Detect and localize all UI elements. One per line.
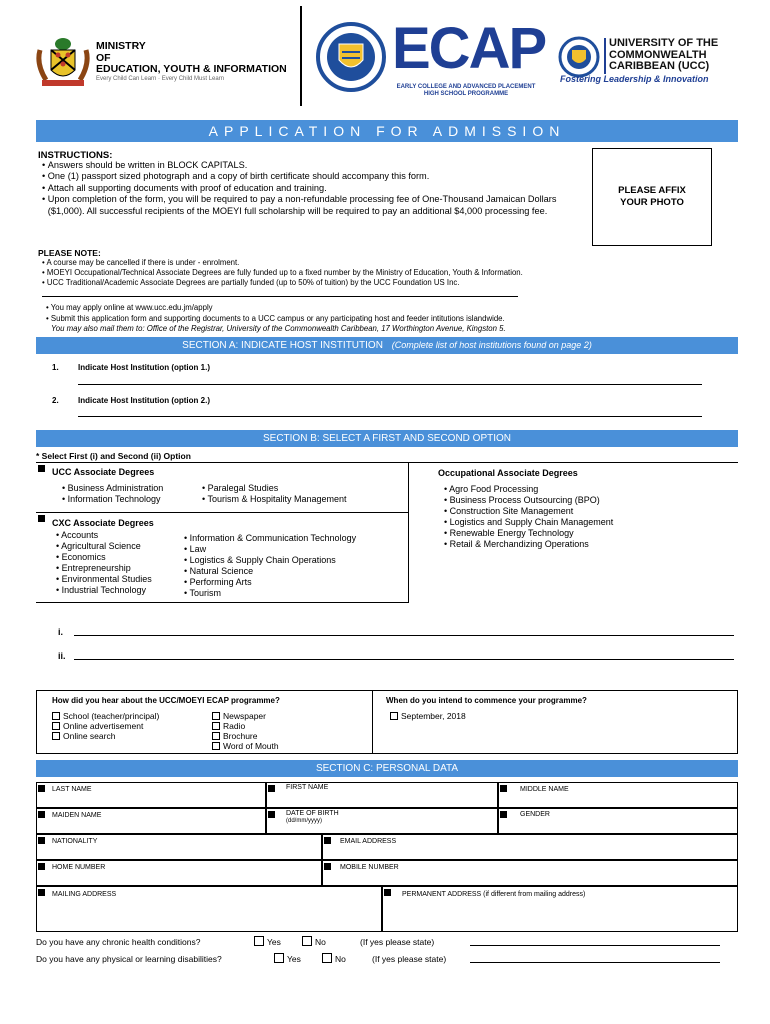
select-note: * Select First (i) and Second (ii) Option <box>36 451 191 461</box>
degree-option[interactable]: • Business Process Outsourcing (BPO) <box>444 495 600 505</box>
degree-option[interactable]: • Business Administration <box>62 483 164 493</box>
row-marker <box>268 785 275 792</box>
survey-divider <box>372 690 373 754</box>
degree-option[interactable]: • Accounts <box>56 530 99 540</box>
chronic-state-input[interactable] <box>470 945 720 946</box>
ucc-crest-icon <box>556 36 602 78</box>
degree-option[interactable]: • Paralegal Studies <box>202 483 279 493</box>
first-option-input[interactable] <box>74 635 734 636</box>
checkbox[interactable] <box>322 953 332 963</box>
row-marker <box>500 785 507 792</box>
ucc-seal-icon <box>312 22 390 92</box>
last-name-label: LAST NAME <box>52 786 92 793</box>
degree-option[interactable]: • Natural Science <box>184 566 254 576</box>
dob-label: DATE OF BIRTH <box>286 810 339 817</box>
home-number-label: HOME NUMBER <box>52 864 106 871</box>
instruction-item: Answers should be written in BLOCK CAPITALS. <box>47 160 248 170</box>
page-title: APPLICATION FOR ADMISSION <box>36 120 738 142</box>
ministry-name: MINISTRY OF EDUCATION, YOUTH & INFORMATION <box>96 40 287 75</box>
first-option-label: i. <box>58 627 64 637</box>
commence-option[interactable]: September, 2018 <box>390 711 466 721</box>
heard-options-col2 <box>212 711 279 751</box>
heard-option[interactable]: Radio <box>212 721 279 731</box>
header-divider <box>300 6 302 106</box>
chronic-health-question: Do you have any chronic health conditions? <box>36 937 201 947</box>
second-option-input[interactable] <box>74 659 734 660</box>
commence-question: When do you intend to commence your programme? <box>386 696 587 705</box>
section-a-subtitle: (Complete list of host institutions found on page 2) <box>391 340 592 350</box>
section-a-title: SECTION A: INDICATE HOST INSTITUTION <box>182 340 383 351</box>
row-marker <box>384 889 391 896</box>
degree-option[interactable]: • Logistics and Supply Chain Management <box>444 517 614 527</box>
dob-format: (dd/mm/yyyy) <box>286 818 322 824</box>
apply-item: Submit this application form and supporting documents to a UCC campus or any participating host and feeder intitutions islandwide. <box>50 313 505 323</box>
host-option-2-input[interactable] <box>78 416 702 417</box>
host-option-1-number: 1. <box>52 363 59 372</box>
instructions-heading: INSTRUCTIONS: <box>38 150 113 161</box>
note-heading: PLEASE NOTE: <box>38 248 101 258</box>
ucc-degrees-col1 <box>62 483 163 505</box>
note-item: UCC Traditional/Academic Associate Degrees are partially funded (up to 50% of tuition) by the UCC Foundation US Inc. <box>46 278 460 287</box>
checkbox[interactable] <box>274 953 284 963</box>
disability-question: Do you have any physical or learning disabilities? <box>36 954 222 964</box>
apply-item: You may also mail them to: Office of the Registrar, University of the Commonwealth Caribbean, 17 Worthington Avenue, Kingston 5. <box>51 324 506 333</box>
row-marker <box>324 863 331 870</box>
disability-no-option[interactable]: No <box>322 953 346 964</box>
host-option-2-label: Indicate Host Institution (option 2.) <box>78 396 210 405</box>
instructions-list: • Answers should be written in BLOCK CAPITALS. • One (1) passport sized photograph and a copy of birth certificate should accompany this form. • Attach all supporting documents with proof of education and training. • Upon completion of the form, you will be required to pay a non-refundable processing fee of One-Thousand Jamaican Dollars ($1,000). All successful recipients of the MOEYI full scholarship will be required to pay an additional $4,000 processing fee. <box>42 160 562 217</box>
chronic-no-option[interactable]: No <box>302 936 326 947</box>
heard-option[interactable]: Word of Mouth <box>212 741 279 751</box>
section-a-header <box>36 337 738 354</box>
checkbox[interactable] <box>52 722 60 730</box>
host-option-1-input[interactable] <box>78 384 702 385</box>
apply-list: • You may apply online at www.ucc.edu.jm/apply • Submit this application form and supporting documents to a UCC campus or any participating host and feeder intitutions islandwide. You may also mail them to: Office of the Registrar, University of the Commonwealth Caribbean, 17 Worthington Avenue, Kingston 5. <box>46 303 506 333</box>
mailing-address-label: MAILING ADDRESS <box>52 891 117 898</box>
apply-item: You may apply online at www.ucc.edu.jm/apply <box>50 303 213 312</box>
degree-option[interactable]: • Construction Site Management <box>444 506 574 516</box>
heard-option[interactable]: Brochure <box>212 731 279 741</box>
degree-option[interactable]: • Logistics & Supply Chain Operations <box>184 555 336 565</box>
gender-label: GENDER <box>520 811 550 818</box>
degree-option[interactable]: • Entrepreneurship <box>56 563 131 573</box>
degree-option[interactable]: • Information Technology <box>62 494 161 504</box>
checkbox[interactable] <box>390 712 398 720</box>
permanent-address-label: PERMANENT ADDRESS (if different from mailing address) <box>402 891 586 898</box>
host-option-1-label: Indicate Host Institution (option 1.) <box>78 363 210 372</box>
degree-option[interactable]: • Industrial Technology <box>56 585 147 595</box>
row-marker <box>38 889 45 896</box>
photo-box[interactable]: PLEASE AFFIX YOUR PHOTO <box>592 148 712 246</box>
grid-col-rule <box>408 462 409 603</box>
row-marker <box>500 811 507 818</box>
degree-option[interactable]: • Performing Arts <box>184 577 252 587</box>
heard-option[interactable]: School (teacher/principal) <box>52 711 159 721</box>
ucc-divider <box>604 38 606 74</box>
ministry-tagline: Every Child Can Learn · Every Child Must Learn <box>96 76 225 82</box>
heard-options-col1 <box>52 711 159 741</box>
checkbox[interactable] <box>212 742 220 750</box>
grid-bottom-rule <box>36 602 408 603</box>
occupational-degrees-list <box>444 484 613 550</box>
checkbox[interactable] <box>212 732 220 740</box>
degree-option[interactable]: • Renewable Energy Technology <box>444 528 574 538</box>
degree-option[interactable]: • Tourism & Hospitality Management <box>202 494 347 504</box>
row-marker <box>38 863 45 870</box>
note-item: MOEYI Occupational/Technical Associate Degrees are fully funded up to a fixed number by the Ministry of Education, Youth & Information. <box>46 268 523 277</box>
degree-option[interactable]: • Information & Communication Technology <box>184 533 357 543</box>
section-b-header: SECTION B: SELECT A FIRST AND SECOND OPTION <box>36 430 738 447</box>
mobile-number-label: MOBILE NUMBER <box>340 864 399 871</box>
degree-option[interactable]: • Retail & Merchandizing Operations <box>444 539 589 549</box>
cxc-degrees-col1 <box>56 530 152 596</box>
degree-option[interactable]: • Environmental Studies <box>56 574 152 584</box>
cxc-marker <box>38 515 45 522</box>
checkbox[interactable] <box>254 936 264 946</box>
row-marker <box>38 837 45 844</box>
disability-state-input[interactable] <box>470 962 720 963</box>
row-marker <box>38 811 45 818</box>
ecap-subtitle: EARLY COLLEGE AND ADVANCED PLACEMENT HIGH SCHOOL PROGRAMME <box>396 84 536 97</box>
email-label: EMAIL ADDRESS <box>340 838 397 845</box>
checkbox[interactable] <box>52 732 60 740</box>
cxc-degrees-heading: CXC Associate Degrees <box>52 518 154 528</box>
ucc-degrees-col2 <box>202 483 347 505</box>
ucc-tagline: Fostering Leadership & Innovation <box>560 74 709 84</box>
ucc-name: UNIVERSITY OF THE COMMONWEALTH CARIBBEAN (UCC) <box>609 37 719 72</box>
degree-option[interactable]: • Agro Food Processing <box>444 484 539 494</box>
grid-top-rule <box>36 462 738 463</box>
maiden-name-label: MAIDEN NAME <box>52 812 102 819</box>
instruction-item: Upon completion of the form, you will be required to pay a non-refundable processing fee of One-Thousand Jamaican Dollars ($1,000). All successful recipients of the MOEYI full scholarship will be required to pay an additional $4,000 processing fee. <box>47 194 557 216</box>
chronic-yes-option[interactable]: Yes <box>254 936 281 947</box>
first-name-label: FIRST NAME <box>286 784 329 791</box>
note-list: • A course may be cancelled if there is under - enrolment. • MOEYI Occupational/Technical Associate Degrees are fully funded up to a fixed number by the Ministry of Education, Youth & Information. • UCC Traditional/Academic Associate Degrees are partially funded (up to 50% of tuition) by the UCC Foundation US Inc. <box>42 258 523 287</box>
instruction-item: One (1) passport sized photograph and a copy of birth certificate should accompany this form. <box>47 171 430 182</box>
middle-name-label: MIDDLE NAME <box>520 786 569 793</box>
checkbox[interactable] <box>212 712 220 720</box>
heard-option[interactable]: Newspaper <box>212 711 279 721</box>
second-option-label: ii. <box>58 651 66 661</box>
coat-of-arms-icon <box>34 36 92 90</box>
degree-option[interactable]: • Law <box>184 544 207 554</box>
cxc-degrees-col2 <box>184 533 356 599</box>
occupational-degrees-heading: Occupational Associate Degrees <box>438 468 578 478</box>
ucc-marker <box>38 465 45 472</box>
checkbox[interactable] <box>52 712 60 720</box>
degree-option[interactable]: • Tourism <box>184 588 222 598</box>
degree-option[interactable]: • Agricultural Science <box>56 541 141 551</box>
chronic-state-label: (If yes please state) <box>360 937 435 947</box>
checkbox[interactable] <box>302 936 312 946</box>
disability-state-label: (If yes please state) <box>372 954 447 964</box>
host-option-2-number: 2. <box>52 396 59 405</box>
ecap-logo: ECAP <box>392 16 546 81</box>
heard-option[interactable]: Online search <box>52 731 159 741</box>
note-divider <box>42 296 518 297</box>
note-item: A course may be cancelled if there is under - enrolment. <box>46 258 240 267</box>
row-marker <box>38 785 45 792</box>
ucc-degrees-heading: UCC Associate Degrees <box>52 467 155 477</box>
disability-yes-option[interactable]: Yes <box>274 953 301 964</box>
heard-option[interactable]: Online advertisement <box>52 721 159 731</box>
heard-question: How did you hear about the UCC/MOEYI ECAP programme? <box>52 696 280 705</box>
nationality-label: NATIONALITY <box>52 838 98 845</box>
row-marker <box>324 837 331 844</box>
grid-mid-rule <box>36 512 408 513</box>
degree-option[interactable]: • Economics <box>56 552 106 562</box>
instruction-item: Attach all supporting documents with proof of education and training. <box>47 182 327 193</box>
section-c-header: SECTION C: PERSONAL DATA <box>36 760 738 777</box>
checkbox[interactable] <box>212 722 220 730</box>
row-marker <box>268 811 275 818</box>
